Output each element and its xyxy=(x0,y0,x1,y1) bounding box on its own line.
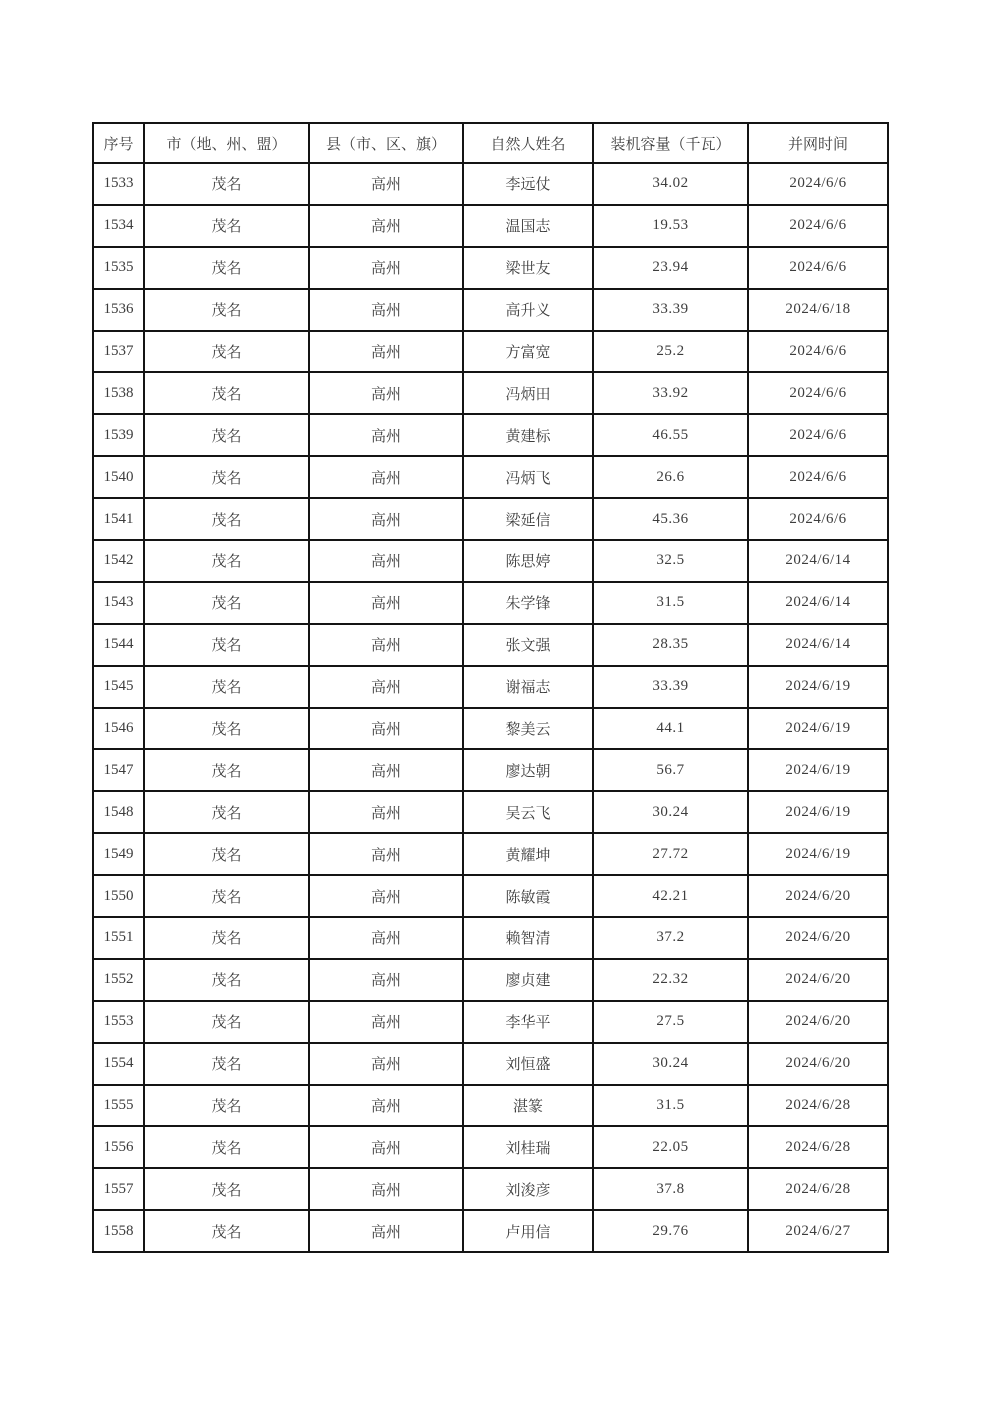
cell-seq: 1536 xyxy=(93,289,144,331)
table-row xyxy=(93,791,888,833)
cell-capacity: 27.72 xyxy=(593,833,748,875)
col-header-name: 自然人姓名 xyxy=(463,123,593,163)
cell-date: 2024/6/6 xyxy=(748,498,888,540)
cell-date: 2024/6/18 xyxy=(748,289,888,331)
cell-seq: 1538 xyxy=(93,372,144,414)
cell-county: 高州 xyxy=(309,708,463,750)
cell-name: 张文强 xyxy=(463,624,593,666)
cell-county: 高州 xyxy=(309,833,463,875)
col-header-city: 市（地、州、盟） xyxy=(144,123,309,163)
cell-date: 2024/6/6 xyxy=(748,372,888,414)
table-row xyxy=(93,247,888,289)
cell-name: 谢福志 xyxy=(463,666,593,708)
cell-date: 2024/6/6 xyxy=(748,456,888,498)
cell-seq: 1535 xyxy=(93,247,144,289)
cell-seq: 1549 xyxy=(93,833,144,875)
cell-city: 茂名 xyxy=(144,540,309,582)
cell-county: 高州 xyxy=(309,205,463,247)
cell-capacity: 28.35 xyxy=(593,624,748,666)
cell-city: 茂名 xyxy=(144,1043,309,1085)
cell-name: 吴云飞 xyxy=(463,791,593,833)
cell-city: 茂名 xyxy=(144,247,309,289)
cell-capacity: 26.6 xyxy=(593,456,748,498)
cell-date: 2024/6/19 xyxy=(748,791,888,833)
cell-seq: 1542 xyxy=(93,540,144,582)
cell-date: 2024/6/6 xyxy=(748,414,888,456)
table-body xyxy=(93,163,888,1252)
cell-county: 高州 xyxy=(309,959,463,1001)
cell-date: 2024/6/6 xyxy=(748,205,888,247)
cell-name: 冯炳田 xyxy=(463,372,593,414)
cell-capacity: 33.92 xyxy=(593,372,748,414)
cell-capacity: 31.5 xyxy=(593,1085,748,1127)
cell-name: 黎美云 xyxy=(463,708,593,750)
cell-capacity: 30.24 xyxy=(593,1043,748,1085)
cell-seq: 1547 xyxy=(93,749,144,791)
cell-county: 高州 xyxy=(309,917,463,959)
cell-date: 2024/6/27 xyxy=(748,1210,888,1252)
cell-seq: 1546 xyxy=(93,708,144,750)
table-row xyxy=(93,666,888,708)
cell-date: 2024/6/20 xyxy=(748,1043,888,1085)
cell-seq: 1553 xyxy=(93,1001,144,1043)
cell-capacity: 45.36 xyxy=(593,498,748,540)
cell-county: 高州 xyxy=(309,1001,463,1043)
cell-date: 2024/6/6 xyxy=(748,331,888,373)
cell-seq: 1548 xyxy=(93,791,144,833)
cell-name: 刘恒盛 xyxy=(463,1043,593,1085)
cell-city: 茂名 xyxy=(144,708,309,750)
cell-county: 高州 xyxy=(309,1168,463,1210)
cell-seq: 1533 xyxy=(93,163,144,205)
cell-city: 茂名 xyxy=(144,833,309,875)
cell-seq: 1537 xyxy=(93,331,144,373)
table-row xyxy=(93,414,888,456)
table-row xyxy=(93,833,888,875)
cell-capacity: 33.39 xyxy=(593,289,748,331)
table-row xyxy=(93,540,888,582)
cell-city: 茂名 xyxy=(144,791,309,833)
cell-capacity: 46.55 xyxy=(593,414,748,456)
cell-capacity: 42.21 xyxy=(593,875,748,917)
cell-date: 2024/6/28 xyxy=(748,1168,888,1210)
cell-county: 高州 xyxy=(309,1085,463,1127)
table-row xyxy=(93,875,888,917)
cell-name: 廖达朝 xyxy=(463,749,593,791)
cell-name: 梁世友 xyxy=(463,247,593,289)
cell-county: 高州 xyxy=(309,1043,463,1085)
cell-capacity: 22.05 xyxy=(593,1126,748,1168)
cell-county: 高州 xyxy=(309,331,463,373)
table-row xyxy=(93,1210,888,1252)
table-row xyxy=(93,749,888,791)
cell-date: 2024/6/19 xyxy=(748,708,888,750)
table-row xyxy=(93,1168,888,1210)
cell-date: 2024/6/20 xyxy=(748,875,888,917)
cell-name: 卢用信 xyxy=(463,1210,593,1252)
cell-seq: 1541 xyxy=(93,498,144,540)
cell-date: 2024/6/28 xyxy=(748,1085,888,1127)
cell-capacity: 44.1 xyxy=(593,708,748,750)
col-header-seq: 序号 xyxy=(93,123,144,163)
cell-city: 茂名 xyxy=(144,1126,309,1168)
cell-capacity: 56.7 xyxy=(593,749,748,791)
cell-name: 李华平 xyxy=(463,1001,593,1043)
cell-city: 茂名 xyxy=(144,331,309,373)
cell-date: 2024/6/20 xyxy=(748,917,888,959)
table-row xyxy=(93,498,888,540)
capacity-table xyxy=(92,122,889,1253)
cell-capacity: 37.2 xyxy=(593,917,748,959)
cell-county: 高州 xyxy=(309,540,463,582)
cell-name: 黄建标 xyxy=(463,414,593,456)
cell-city: 茂名 xyxy=(144,1168,309,1210)
table-row xyxy=(93,1126,888,1168)
cell-date: 2024/6/14 xyxy=(748,582,888,624)
cell-seq: 1556 xyxy=(93,1126,144,1168)
cell-city: 茂名 xyxy=(144,582,309,624)
cell-name: 温国志 xyxy=(463,205,593,247)
cell-name: 湛篆 xyxy=(463,1085,593,1127)
cell-county: 高州 xyxy=(309,666,463,708)
cell-capacity: 34.02 xyxy=(593,163,748,205)
cell-capacity: 32.5 xyxy=(593,540,748,582)
table-row xyxy=(93,624,888,666)
cell-seq: 1554 xyxy=(93,1043,144,1085)
cell-name: 朱学锋 xyxy=(463,582,593,624)
cell-city: 茂名 xyxy=(144,917,309,959)
table-row xyxy=(93,163,888,205)
cell-capacity: 22.32 xyxy=(593,959,748,1001)
table-row xyxy=(93,959,888,1001)
cell-city: 茂名 xyxy=(144,666,309,708)
cell-city: 茂名 xyxy=(144,414,309,456)
cell-date: 2024/6/28 xyxy=(748,1126,888,1168)
cell-name: 刘浚彦 xyxy=(463,1168,593,1210)
cell-city: 茂名 xyxy=(144,1210,309,1252)
cell-capacity: 33.39 xyxy=(593,666,748,708)
cell-seq: 1550 xyxy=(93,875,144,917)
cell-city: 茂名 xyxy=(144,1085,309,1127)
cell-county: 高州 xyxy=(309,498,463,540)
cell-capacity: 19.53 xyxy=(593,205,748,247)
cell-name: 高升义 xyxy=(463,289,593,331)
cell-city: 茂名 xyxy=(144,456,309,498)
table-row xyxy=(93,917,888,959)
cell-capacity: 31.5 xyxy=(593,582,748,624)
table-row xyxy=(93,205,888,247)
cell-county: 高州 xyxy=(309,582,463,624)
cell-city: 茂名 xyxy=(144,749,309,791)
table-row xyxy=(93,582,888,624)
cell-city: 茂名 xyxy=(144,959,309,1001)
cell-seq: 1543 xyxy=(93,582,144,624)
cell-name: 陈敏霞 xyxy=(463,875,593,917)
col-header-capacity: 装机容量（千瓦） xyxy=(593,123,748,163)
cell-county: 高州 xyxy=(309,1126,463,1168)
cell-county: 高州 xyxy=(309,875,463,917)
cell-county: 高州 xyxy=(309,456,463,498)
cell-date: 2024/6/6 xyxy=(748,163,888,205)
cell-name: 黄耀坤 xyxy=(463,833,593,875)
table-row xyxy=(93,331,888,373)
table-row xyxy=(93,708,888,750)
cell-capacity: 29.76 xyxy=(593,1210,748,1252)
col-header-date: 并网时间 xyxy=(748,123,888,163)
cell-county: 高州 xyxy=(309,372,463,414)
cell-county: 高州 xyxy=(309,247,463,289)
cell-date: 2024/6/20 xyxy=(748,959,888,1001)
cell-seq: 1552 xyxy=(93,959,144,1001)
cell-city: 茂名 xyxy=(144,163,309,205)
cell-county: 高州 xyxy=(309,1210,463,1252)
cell-name: 李远仗 xyxy=(463,163,593,205)
cell-county: 高州 xyxy=(309,791,463,833)
table-row xyxy=(93,289,888,331)
cell-seq: 1544 xyxy=(93,624,144,666)
cell-name: 冯炳飞 xyxy=(463,456,593,498)
col-header-county: 县（市、区、旗） xyxy=(309,123,463,163)
cell-capacity: 25.2 xyxy=(593,331,748,373)
cell-name: 赖智清 xyxy=(463,917,593,959)
cell-city: 茂名 xyxy=(144,289,309,331)
cell-county: 高州 xyxy=(309,289,463,331)
table-row xyxy=(93,1001,888,1043)
cell-date: 2024/6/19 xyxy=(748,833,888,875)
cell-seq: 1551 xyxy=(93,917,144,959)
cell-city: 茂名 xyxy=(144,372,309,414)
cell-name: 梁延信 xyxy=(463,498,593,540)
table-row xyxy=(93,372,888,414)
cell-county: 高州 xyxy=(309,414,463,456)
cell-city: 茂名 xyxy=(144,1001,309,1043)
cell-date: 2024/6/19 xyxy=(748,749,888,791)
cell-date: 2024/6/14 xyxy=(748,624,888,666)
cell-date: 2024/6/14 xyxy=(748,540,888,582)
cell-name: 方富宽 xyxy=(463,331,593,373)
table-row xyxy=(93,1043,888,1085)
cell-county: 高州 xyxy=(309,749,463,791)
cell-date: 2024/6/19 xyxy=(748,666,888,708)
cell-capacity: 27.5 xyxy=(593,1001,748,1043)
cell-county: 高州 xyxy=(309,163,463,205)
table-row xyxy=(93,1085,888,1127)
cell-seq: 1557 xyxy=(93,1168,144,1210)
cell-name: 陈思婷 xyxy=(463,540,593,582)
table-row xyxy=(93,456,888,498)
cell-seq: 1555 xyxy=(93,1085,144,1127)
cell-date: 2024/6/6 xyxy=(748,247,888,289)
cell-capacity: 23.94 xyxy=(593,247,748,289)
cell-city: 茂名 xyxy=(144,624,309,666)
cell-seq: 1558 xyxy=(93,1210,144,1252)
header-row xyxy=(93,123,888,163)
cell-city: 茂名 xyxy=(144,205,309,247)
cell-city: 茂名 xyxy=(144,498,309,540)
cell-capacity: 30.24 xyxy=(593,791,748,833)
cell-county: 高州 xyxy=(309,624,463,666)
cell-date: 2024/6/20 xyxy=(748,1001,888,1043)
cell-seq: 1534 xyxy=(93,205,144,247)
cell-seq: 1539 xyxy=(93,414,144,456)
cell-seq: 1540 xyxy=(93,456,144,498)
cell-city: 茂名 xyxy=(144,875,309,917)
cell-name: 廖贞建 xyxy=(463,959,593,1001)
cell-capacity: 37.8 xyxy=(593,1168,748,1210)
cell-name: 刘桂瑞 xyxy=(463,1126,593,1168)
cell-seq: 1545 xyxy=(93,666,144,708)
